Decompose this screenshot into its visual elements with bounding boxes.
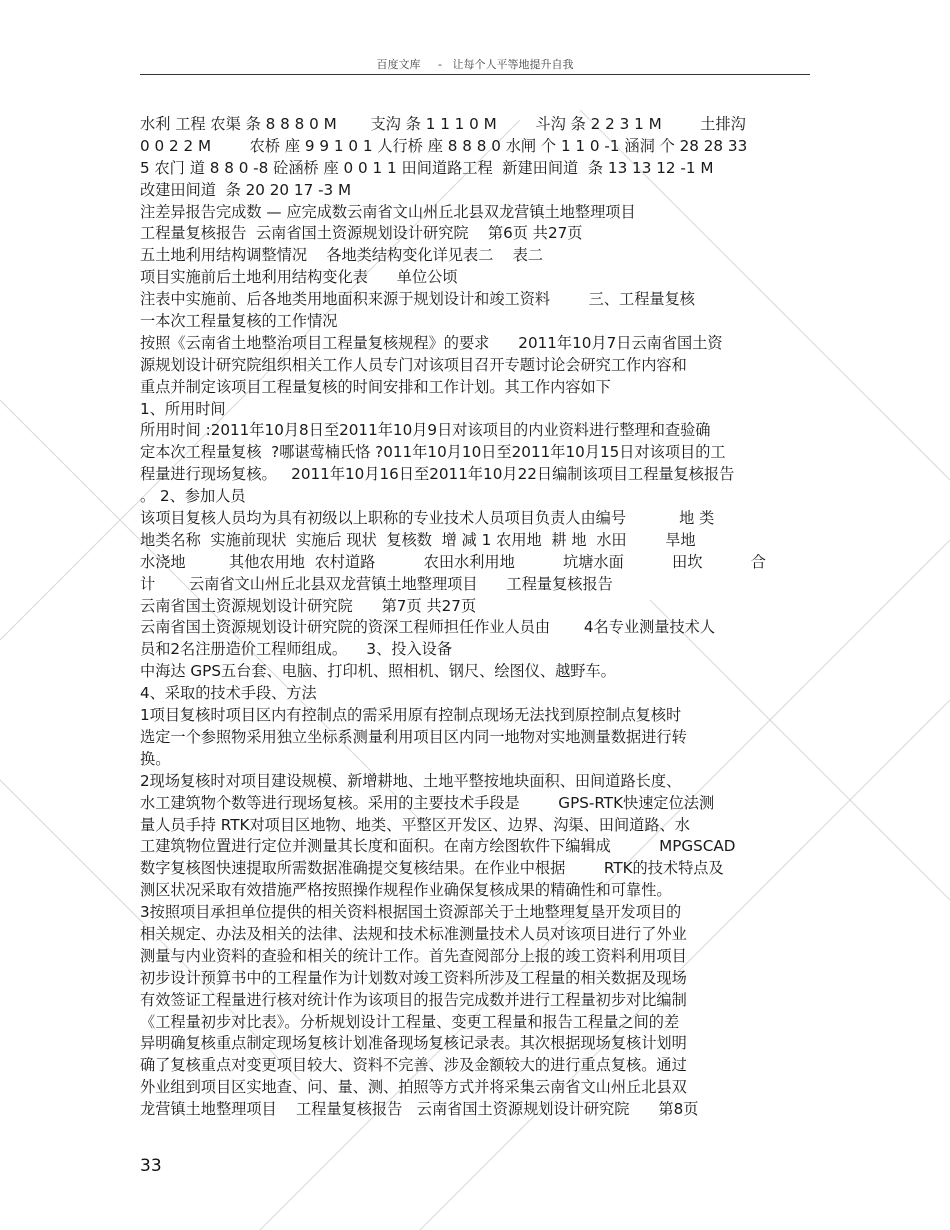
- body-text-line: 改建田间道 条 20 20 17 -3 M: [140, 180, 352, 199]
- body-text-line: 注表中实施前、后各地类用地面积来源于规划设计和竣工资料 三、工程量复核: [140, 290, 695, 309]
- body-text-line: 0 0 2 2 M 农桥 座 9 9 1 0 1 人行桥 座 8 8 8 0 水闸 个 1 1 0 -1 涵洞 个 28 28 33: [140, 136, 748, 155]
- body-text-line: 5 农门 道 8 8 0 -8 砼涵桥 座 0 0 1 1 田间道路工程 新建田间道 条 13 13 12 -1 M: [140, 158, 714, 177]
- body-text-line: 按照《云南省土地整治项目工程量复核规程》的要求 2011年10月7日云南省国土资: [140, 333, 723, 352]
- body-text-line: 水利 工程 农渠 条 8 8 8 0 M 支沟 条 1 1 1 0 M 斗沟 条 2 2 3 1 M 土排沟: [140, 115, 746, 133]
- body-text-line: 工程量复核报告 云南省国土资源规划设计研究院 第6页 共27页: [140, 224, 583, 243]
- body-text-line: 4、采取的技术手段、方法: [140, 684, 317, 703]
- body-text-line: 初步设计预算书中的工程量作为计划数对竣工资料所涉及工程量的相关数据及现场: [140, 968, 687, 987]
- body-text-line: 程量进行现场复核。 2011年10月16日至2011年10月22日编制该项目工程量复核报告: [140, 465, 735, 484]
- body-text-line: 1、所用时间: [140, 399, 226, 418]
- document-body: [140, 114, 815, 1121]
- body-text-line: 注差异报告完成数 — 应完成数云南省文山州丘北县双龙营镇土地整理项目: [140, 202, 636, 221]
- header-site: 百度文库: [376, 58, 421, 71]
- body-text-line: 测区状况采取有效措施严格按照操作规程作业确保复核成果的精确性和可靠性。: [140, 881, 672, 900]
- body-text-line: 外业组到项目区实地查、问、量、测、拍照等方式并将采集云南省文山州丘北县双: [140, 1078, 687, 1097]
- body-text-line: 地类名称 实施前现状 实施后 现状 复核数 增 减 1 农用地 耕 地 水田 旱地: [140, 530, 696, 549]
- body-text-line: 1项目复核时项目区内有控制点的需采用原有控制点现场无法找到原控制点复核时: [140, 706, 682, 725]
- body-text-line: 2现场复核时对项目建设规模、新增耕地、土地平整按地块面积、田间道路长度、: [140, 771, 682, 790]
- body-text-line: 异明确复核重点制定现场复核计划准备现场复核记录表。其次根据现场复核计划明: [140, 1034, 687, 1053]
- body-text-line: 定本次工程量复核 ?哪谌莺楠氏恪 ?011年10月10日至2011年10月15日对该项目的工: [140, 443, 726, 462]
- body-text-line: 。 2、参加人员: [140, 487, 246, 506]
- body-text-line: 云南省国土资源规划设计研究院的资深工程师担任作业人员由 4名专业测量技术人: [140, 618, 716, 637]
- body-text-line: 计 云南省文山州丘北县双龙营镇土地整理项目 工程量复核报告: [140, 574, 613, 593]
- body-text-line: 该项目复核人员均为具有初级以上职称的专业技术人员项目负责人由编号 地 类: [140, 509, 715, 528]
- body-text-line: 项目实施前后土地利用结构变化表 单位公顷: [140, 268, 458, 287]
- body-text-line: 数字复核图快速提取所需数据准确提交复核结果。在作业中根据 RTK的技术特点及: [140, 859, 724, 878]
- header-divider: [140, 74, 810, 75]
- body-text-line: 员和2名注册造价工程师组成。 3、投入设备: [140, 640, 453, 659]
- body-text-line: 水浇地 其他农用地 农村道路 农田水利用地 坑塘水面 田坎 合: [140, 552, 766, 571]
- body-text-line: 所用时间 :2011年10月8日至2011年10月9日对该项目的内业资料进行整理和查验确: [140, 421, 711, 440]
- page-header: [140, 56, 810, 72]
- body-text-line: 工建筑物位置进行定位并测量其长度和面积。在南方绘图软件下编辑成 MPGSCAD: [140, 837, 736, 856]
- header-separator: -: [438, 58, 442, 71]
- body-text-line: 换。: [140, 749, 171, 768]
- body-text-line: 有效签证工程量进行核对统计作为该项目的报告完成数并进行工程量初步对比编制: [140, 990, 687, 1009]
- body-text-line: 相关规定、办法及相关的法律、法规和技术标准测量技术人员对该项目进行了外业: [140, 924, 687, 943]
- body-text-line: 选定一个参照物采用独立坐标系测量利用项目区内同一地物对实地测量数据进行转: [140, 727, 687, 746]
- body-text-line: 测量与内业资料的查验和相关的统计工作。首先查阅部分上报的竣工资料利用项目: [140, 946, 687, 965]
- body-text-line: 一本次工程量复核的工作情况: [140, 312, 338, 331]
- header-slogan: 让每个人平等地提升自我: [452, 58, 574, 71]
- body-text-line: 确了复核重点对变更项目较大、资料不完善、涉及金额较大的进行重点复核。通过: [140, 1056, 687, 1075]
- body-text-line: 龙营镇土地整理项目 工程量复核报告 云南省国土资源规划设计研究院 第8页: [140, 1100, 699, 1119]
- body-text-line: 3按照项目承担单位提供的相关资料根据国土资源部关于土地整理复垦开发项目的: [140, 903, 682, 922]
- body-text-line: 云南省国土资源规划设计研究院 第7页 共27页: [140, 596, 477, 615]
- body-text-line: 重点并制定该项目工程量复核的时间安排和工作计划。其工作内容如下: [140, 377, 611, 396]
- body-text-line: 五土地利用结构调整情况 各地类结构变化详见表二 表二: [140, 246, 544, 265]
- body-text-line: 中海达 GPS五台套、电脑、打印机、照相机、钢尺、绘图仪、越野车。: [140, 662, 616, 681]
- body-text-line: 源规划设计研究院组织相关工作人员专门对该项目召开专题讨论会研究工作内容和: [140, 355, 687, 374]
- body-text-line: 水工建筑物个数等进行现场复核。采用的主要技术手段是 GPS-RTK快速定位法测: [140, 793, 715, 812]
- page-number: 33: [140, 1156, 162, 1176]
- body-text-line: 《工程量初步对比表》。分析规划设计工程量、变更工程量和报告工程量之间的差: [140, 1012, 680, 1031]
- body-text-line: 量人员手持 RTK对项目区地物、地类、平整区开发区、边界、沟渠、田间道路、水: [140, 815, 690, 834]
